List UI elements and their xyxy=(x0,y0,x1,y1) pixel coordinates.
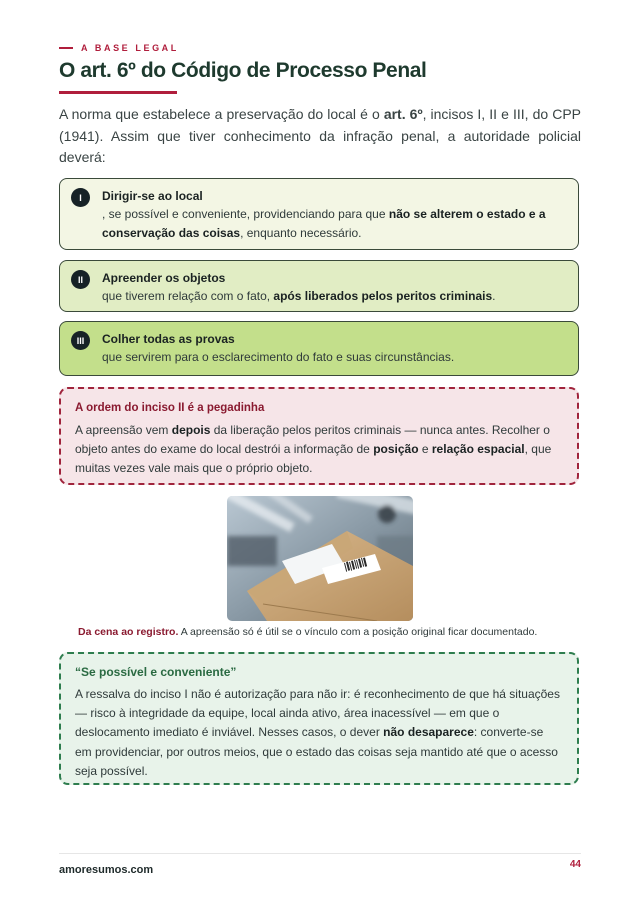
inciso-badge: II xyxy=(71,270,90,289)
note-text-part: : converte-se em providenciar, por outros meios, que o estado das coisas seja mantido até que o acesso seja possível. xyxy=(75,725,558,778)
footer-site: amoresumos.com xyxy=(59,864,154,876)
inciso-text-part: . xyxy=(492,289,496,303)
section-kicker xyxy=(59,43,179,53)
figure-caption xyxy=(78,626,578,638)
inciso-text xyxy=(102,205,566,242)
page-title: O art. 6º do Código de Processo Penal xyxy=(59,59,427,82)
warning-bold: posição xyxy=(373,442,419,456)
caption-text: A apreensão só é útil se o vínculo com a posição original ficar documentado. xyxy=(178,626,538,638)
note-callout xyxy=(59,652,579,785)
intro-paragraph xyxy=(59,104,581,169)
note-title: “Se possível e conveniente” xyxy=(75,665,237,679)
caption-lead: Da cena ao registro. xyxy=(78,626,179,638)
note-text xyxy=(75,685,563,781)
page-number: 44 xyxy=(569,859,581,870)
inciso-text-part: , se possível e conveniente, providenciando para que xyxy=(102,207,389,221)
inciso-title: Apreender os objetos xyxy=(102,271,226,285)
warning-bold: relação espacial xyxy=(431,442,525,456)
evidence-photo xyxy=(227,496,413,621)
footer-divider xyxy=(59,853,581,854)
kicker-text: A BASE LEGAL xyxy=(81,43,179,53)
warning-text-part: A apreensão vem xyxy=(75,423,172,437)
warning-title: A ordem do inciso II é a pegadinha xyxy=(75,402,265,414)
inciso-card-3 xyxy=(59,321,579,376)
evidence-photo-icon xyxy=(227,496,413,621)
warning-bold: depois xyxy=(171,423,211,437)
inciso-badge: I xyxy=(71,188,90,207)
inciso-bold: não se alterem o estado e a conservação das coisas xyxy=(102,207,546,240)
intro-text: A norma que estabelece a preservação do local é o xyxy=(59,106,384,122)
warning-text xyxy=(75,421,563,478)
inciso-text: que servirem para o esclarecimento do fato e suas circunstâncias. xyxy=(102,350,455,364)
note-bold: não desaparece xyxy=(383,725,474,740)
inciso-card-2 xyxy=(59,260,579,312)
inciso-card-1 xyxy=(59,178,579,250)
warning-callout xyxy=(59,387,579,485)
inciso-text-part: , enquanto necessário. xyxy=(240,225,362,240)
warning-text-part: da liberação pelos peritos criminais — nunca antes. Recolher o objeto antes do exame do local destrói a informação de xyxy=(75,423,550,456)
inciso-text-part: que tiverem relação com o fato, xyxy=(102,289,274,303)
inciso-badge: III xyxy=(71,331,90,350)
inciso-title: Colher todas as provas xyxy=(102,332,235,346)
inciso-bold: após liberados pelos peritos criminais xyxy=(273,289,493,303)
inciso-title: Dirigir-se ao local xyxy=(102,189,203,203)
intro-bold: art. 6º xyxy=(383,106,423,122)
note-text-part: A ressalva do inciso I não é autorização para não ir: é reconhecimento de que há situações — risco à integridade da equipe, local ainda ativo, área inacessível — em que o deslocamento imediato é inviável. Nesses casos, o dever xyxy=(75,687,560,740)
warning-text-part: e xyxy=(418,442,432,456)
warning-text-part: , que muitas vezes vale mais que o próprio objeto. xyxy=(75,442,552,475)
page xyxy=(59,0,581,900)
inciso-text xyxy=(102,287,566,306)
kicker-dash xyxy=(59,47,73,49)
title-underline xyxy=(59,91,177,94)
intro-text-end: , incisos I, II e III, do CPP (1941). Assim que tiver conhecimento da infração penal, a autoridade policial deverá: xyxy=(59,106,582,165)
